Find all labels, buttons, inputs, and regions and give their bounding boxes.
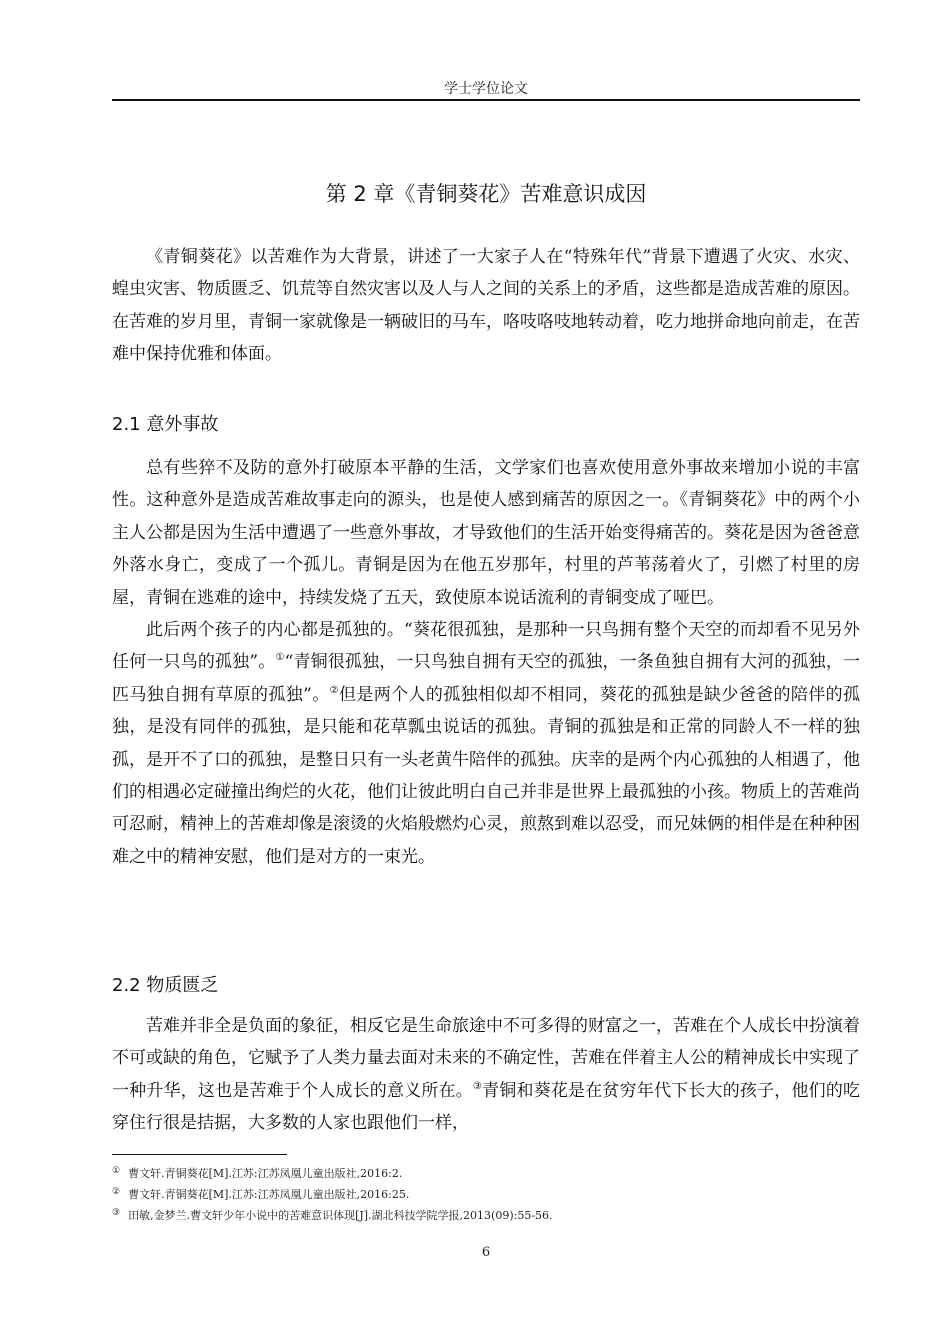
footnote-rule xyxy=(112,1154,287,1155)
footnote-mark: ② xyxy=(112,1187,121,1197)
header-rule xyxy=(112,99,860,101)
section-heading-2-1: 2.1 意外事故 xyxy=(112,414,219,435)
footnote xyxy=(112,1184,860,1205)
footnote-text: 曹文轩.青铜葵花[M].江苏:江苏凤凰儿童出版社,2016:2. xyxy=(128,1167,403,1180)
footnote-ref[interactable]: ③ xyxy=(472,1080,483,1092)
paragraph xyxy=(112,1010,860,1140)
text-run: 但是两个人的孤独相似却不相同，葵花的孤独是缺少爸爸的陪伴的孤独，是没有同伴的孤独，是只能和花草瓢虫说话的孤独。青铜的孤独是和正常的同龄人不一样的独孤，是开不了口的孤独，是整日只有一头老黄牛陪伴的孤独。庆幸的是两个内心孤独的人相遇了，他们的相遇必定碰撞出绚烂的火花，他们让彼此明白自己并非是世界上最孤独的小孩。物质上的苦难尚可忍耐，精神上的苦难却像是滚烫的火焰般燃灼心灵，煎熬到难以忍受，而兄妹俩的相伴是在种种困难之中的精神安慰，他们是对方的一束光。 xyxy=(112,684,861,867)
text-run: 此后两个孩子的内心都是孤独的。“葵花很孤独，是那种一只鸟拥有整个天空的而却看不见另外任何一只鸟的孤独”。 xyxy=(112,620,860,673)
footnote-text: 田敏,金梦兰.曹文轩少年小说中的苦难意识体现[J].湖北科技学院学报,2013(09):55-56. xyxy=(128,1209,553,1222)
footnote-ref[interactable]: ② xyxy=(329,684,339,696)
paragraph: 总有些猝不及防的意外打破原本平静的生活，文学家们也喜欢使用意外事故来增加小说的丰富性。这种意外是造成苦难故事走向的源头，也是使人感到痛苦的原因之一。《青铜葵花》中的两个小主人公都是因为生活中遭遇了一些意外事故，才导致他们的生活开始变得痛苦的。葵花是因为爸爸意外落水身亡，变成了一个孤儿。青铜是因为在他五岁那年，村里的芦苇荡着火了，引燃了村里的房屋，青铜在逃难的途中，持续发烧了五天，致使原本说话流利的青铜变成了哑巴。 xyxy=(112,458,860,608)
footnote xyxy=(112,1205,860,1226)
section-2-1-body xyxy=(112,452,860,873)
text-run: 苦难并非全是负面的象征，相反它是生命旅途中不可多得的财富之一，苦难在个人成长中扮演着不可或缺的角色，它赋予了人类力量去面对未来的不确定性，苦难在伴着主人公的精神成长中实现了一种升华，这也是苦难于个人成长的意义所在。 xyxy=(112,1016,860,1101)
footnote-text: 曹文轩.青铜葵花[M].江苏:江苏凤凰儿童出版社,2016:25. xyxy=(128,1188,410,1201)
chapter-title: 第 2 章《青铜葵花》苦难意识成因 xyxy=(325,182,647,206)
footnotes xyxy=(112,1163,860,1226)
paragraph xyxy=(112,614,860,873)
section-heading-2-2: 2.2 物质匮乏 xyxy=(112,975,219,996)
footnote-mark: ① xyxy=(112,1166,121,1176)
footnote xyxy=(112,1163,860,1184)
intro-section xyxy=(112,241,860,371)
section-2-2-body xyxy=(112,1010,860,1140)
footnote-ref[interactable]: ① xyxy=(275,652,285,664)
footnote-mark: ③ xyxy=(112,1208,121,1218)
text-run: 青铜和葵花是在贫穷年代下长大的孩子，他们的吃穿住行很是拮据，大多数的人家也跟他们一样， xyxy=(112,1080,860,1134)
intro-paragraph: 《青铜葵花》以苦难作为大背景，讲述了一大家子人在“特殊年代”背景下遭遇了火灾、水灾、蝗虫灾害、物质匮乏、饥荒等自然灾害以及人与人之间的关系上的矛盾，这些都是造成苦难的原因。在苦难的岁月里，青铜一家就像是一辆破旧的马车，咯吱咯吱地转动着，吃力地拼命地向前走，在苦难中保持优雅和体面。 xyxy=(112,247,860,365)
text-run: “青铜很孤独，一只鸟独自拥有天空的孤独，一条鱼独自拥有大河的孤独，一匹马独自拥有草原的孤独”。 xyxy=(112,652,860,705)
running-header: 学士学位论文 xyxy=(444,81,528,97)
page-number: 6 xyxy=(481,1245,491,1260)
